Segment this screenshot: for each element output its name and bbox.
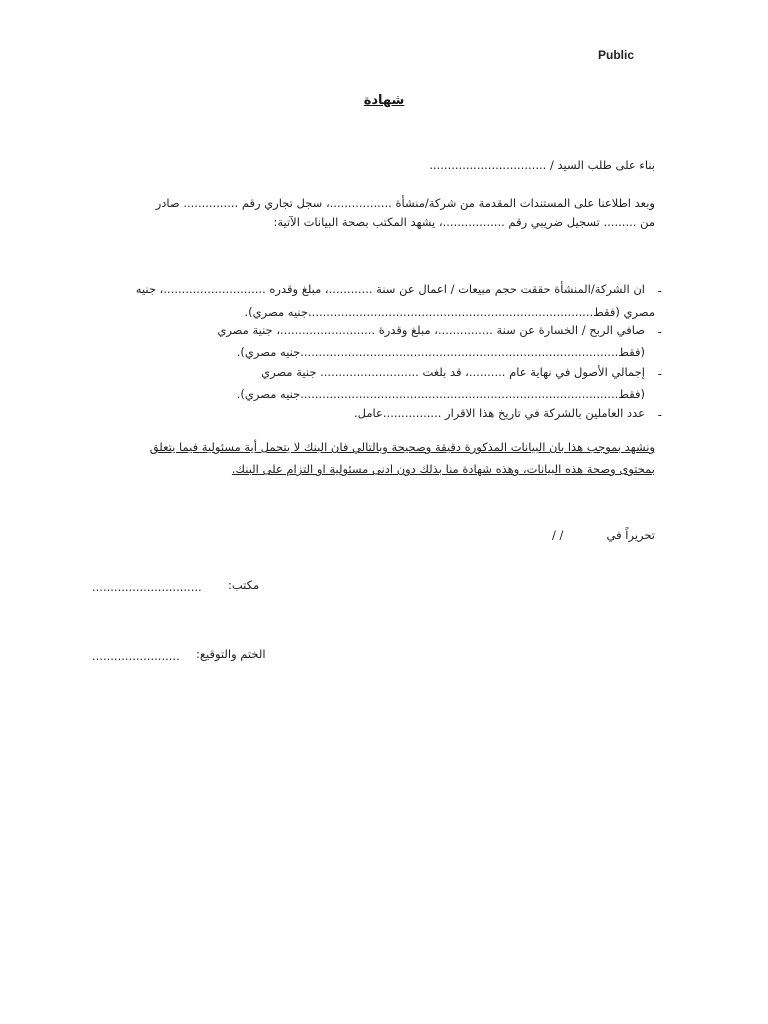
item-2-line-1: صافي الربح / الخسارة عن سنة ...............، مبلغ وقدرة ..........................، جنية مصري [217, 323, 645, 337]
request-line: بناء على طلب السيد / ................................ [429, 158, 655, 172]
classification-label: Public [597, 48, 634, 62]
declaration-line-2: بمحتوى وصحة هذه البيانات، وهذه شهادة منا بذلك دون ادنى مسئولية او التزام على البنك. [231, 462, 655, 476]
item-1-line-1: ان الشركة/المنشأة حققت حجم مبيعات / اعمال عن سنة ............، مبلغ وقدره ............................، جنيه [135, 282, 645, 296]
item-2-line-2: (فقط.......................................................................................جنيه مصري). [236, 345, 645, 359]
bullet-dash: - [657, 284, 662, 298]
item-4-line-1: عدد العاملين بالشركة في تاريخ هذا الاقرار ................عامل. [354, 406, 645, 420]
seal-signature-dots: ........................ [92, 649, 180, 663]
review-line-1: وبعد اطلاعنا على المستندات المقدمة من شركة/منشأة .................، سجل تجاري رقم ............... صادر [155, 196, 655, 210]
declaration-line-1: ونشهد بموجب هذا بان البيانات المذكورة دقيقة وصحيحة وبالتالي فان البنك لا يتحمل أية مسئولية فيما يتعلق [149, 440, 655, 454]
item-3-line-2: (فقط.......................................................................................جنيه مصري). [236, 387, 645, 401]
seal-signature-label: الختم والتوقيع: [196, 647, 266, 661]
date-slashes: / / [552, 528, 564, 542]
bullet-dash: - [657, 408, 662, 422]
review-line-2: من ......... تسجيل ضريبي رقم .................، يشهد المكتب بصحة البيانات الآتية: [273, 215, 655, 229]
item-1-line-2: مصري (فقط..............................................................................جنيه مصري). [244, 305, 655, 319]
document-title: شهادة [363, 93, 405, 108]
item-3-line-1: إجمالي الأصول في نهاية عام ..........، قد بلغت ........................... جنية مصري [261, 365, 645, 379]
office-label: مكتب: [228, 578, 260, 592]
bullet-dash: - [657, 325, 662, 339]
office-dots: .............................. [92, 580, 202, 594]
date-label: تحريراً في [606, 528, 655, 542]
bullet-dash: - [657, 367, 662, 381]
